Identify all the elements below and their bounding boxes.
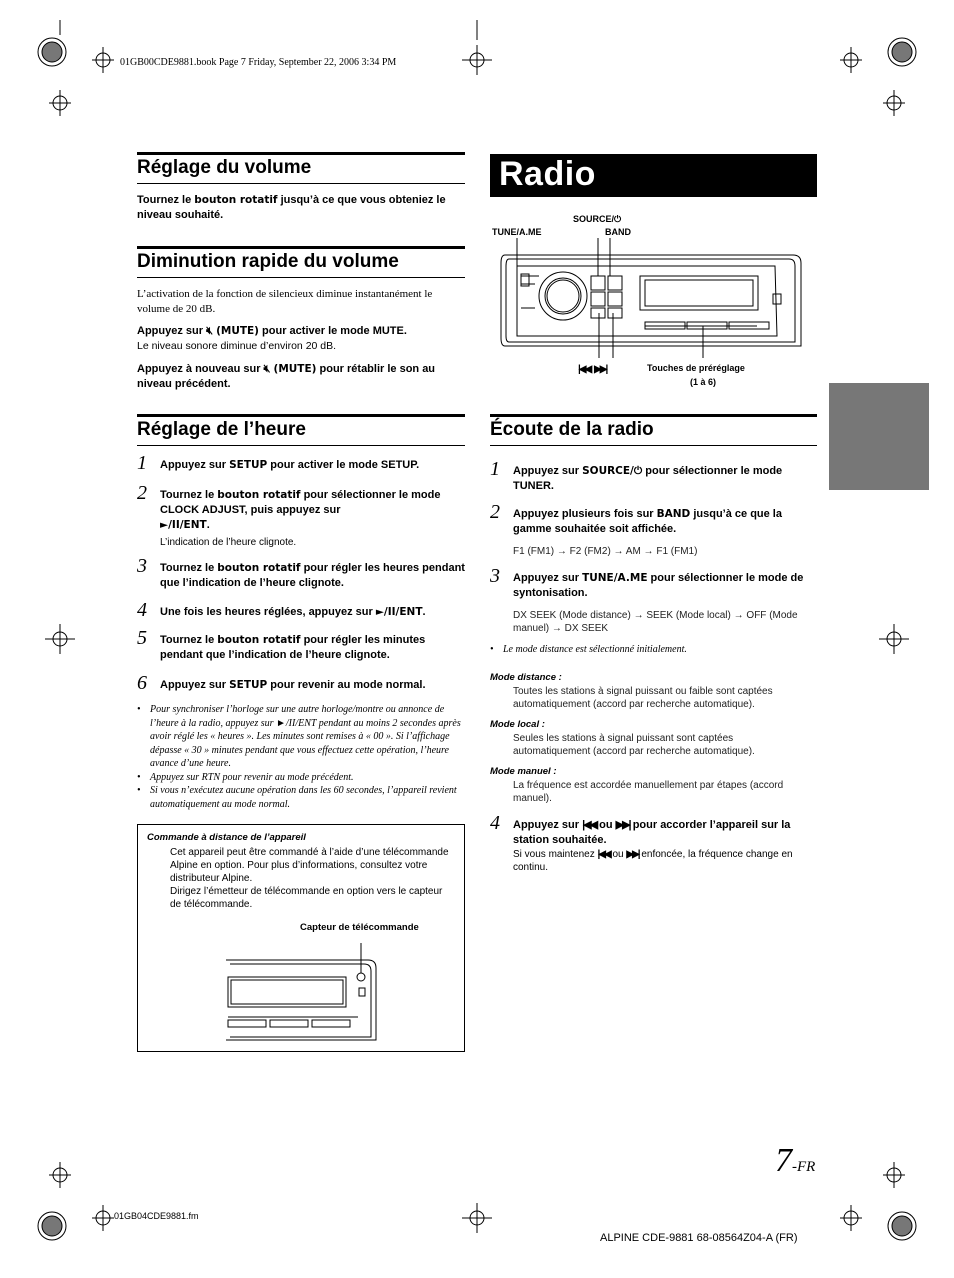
label-presets: Touches de préréglage bbox=[647, 363, 745, 373]
label-source: SOURCE/⏻ bbox=[573, 214, 622, 224]
mode-description: La fréquence est accordée manuellement par étapes (accord manuel). bbox=[513, 780, 784, 804]
seek-back-icon: |◀◀ bbox=[582, 819, 597, 831]
mute-on-instruction: Appuyez sur 🔇︎ (MUTE) pour activer le mode MUTE. bbox=[137, 325, 407, 337]
mute-icon: 🔇︎ bbox=[206, 325, 214, 337]
step-number: 4 bbox=[490, 812, 500, 834]
page-number: 7-FR bbox=[775, 1142, 816, 1179]
footer-model: ALPINE CDE-9881 68-08564Z04-A (FR) bbox=[600, 1232, 798, 1244]
remote-box-text2: Dirigez l’émetteur de télécommande en option vers le capteur de télécommande. bbox=[170, 886, 443, 910]
mode-title: Mode manuel : bbox=[490, 766, 557, 777]
radio-unit-illustration bbox=[495, 238, 815, 363]
label-band: BAND bbox=[605, 227, 631, 237]
seek-back-icon: |◀◀ bbox=[597, 849, 610, 860]
step-number: 3 bbox=[490, 565, 500, 587]
seek-forward-icon: ▶▶| bbox=[626, 849, 639, 860]
clock-step-sub: L’indication de l’heure clignote. bbox=[160, 537, 297, 548]
mute-on-sub: Le niveau sonore diminue d’environ 20 dB. bbox=[137, 340, 337, 352]
step-number: 4 bbox=[137, 599, 147, 621]
remote-box-text1: Cet appareil peut être commandé à l’aide d’une télécommande Alpine en option. Pour plus d’informations, consultez votre distributeur Alpine. bbox=[170, 847, 449, 884]
mode-description: Seules les stations à signal puissant sont captées automatiquement (accord par recherche automatique). bbox=[513, 733, 755, 757]
clock-step-5: Tournez le bouton rotatif pour régler les minutes pendant que l’indication de l’heure clignote. bbox=[160, 634, 426, 661]
clock-notes: • Pour synchroniser l’horloge sur une autre horloge/montre ou annonce de l’heure à la radio, appuyez sur ►/II/ENT pendant au moins 2 secondes après avoir réglé les « heures ». Les minutes sont remises à « 00 ». Si l’affichage dépasse « 30 » minutes pendant que vous effectuez cette opération, l’heure avance d’une heure. • Appuyez sur RTN pour revenir au mode précédent. • Si vous n’exécutez aucune opération dans les 60 secondes, l’appareil revient automatiquement au mode normal. bbox=[137, 704, 461, 810]
seek-back-icon: |◀◀ bbox=[578, 364, 591, 375]
clock-step-6: Appuyez sur SETUP pour revenir au mode normal. bbox=[160, 679, 426, 691]
label-presets-range: (1 à 6) bbox=[690, 377, 717, 387]
mute-icon: 🔇︎ bbox=[263, 363, 271, 375]
step4-instruction: Appuyez sur |◀◀ ou ▶▶| pour accorder l’appareil sur la station souhaitée. bbox=[513, 819, 791, 846]
radio-title-bar bbox=[490, 154, 817, 197]
mode-title: Mode distance : bbox=[490, 672, 562, 683]
distance-note: • Le mode distance est sélectionné initialement. bbox=[490, 644, 687, 655]
radio-title: Radio bbox=[499, 155, 596, 193]
section-title-volume: Réglage du volume bbox=[137, 152, 465, 184]
remote-unit-illustration bbox=[218, 935, 458, 1050]
seek-forward-icon: ▶▶| bbox=[615, 819, 630, 831]
remote-box-title: Commande à distance de l’appareil bbox=[147, 832, 306, 843]
remote-sensor-caption: Capteur de télécommande bbox=[300, 922, 419, 933]
clock-step-2: Tournez le bouton rotatif pour sélectionner le mode CLOCK ADJUST, puis appuyez sur ►/II/ENT. bbox=[160, 489, 441, 531]
radio-step-1: Appuyez sur SOURCE/⏻ pour sélectionner le mode TUNER. bbox=[513, 465, 783, 492]
radio-step-2: Appuyez plusieurs fois sur BAND jusqu’à ce que la gamme souhaitée soit affichée. bbox=[513, 508, 782, 535]
clock-step-3: Tournez le bouton rotatif pour régler les heures pendant que l’indication de l’heure clignote. bbox=[160, 562, 465, 589]
step-number: 2 bbox=[137, 482, 147, 504]
mute-intro: L’activation de la fonction de silencieux diminue instantanément le volume de 20 dB. bbox=[137, 288, 433, 315]
mode-title: Mode local : bbox=[490, 719, 545, 730]
clock-step-4: Une fois les heures réglées, appuyez sur ►/II/ENT. bbox=[160, 606, 426, 618]
mute-off-instruction: Appuyez à nouveau sur 🔇︎ (MUTE) pour rétablir le son au niveau précédent. bbox=[137, 363, 436, 390]
side-tab bbox=[829, 383, 929, 490]
step4-sub: Si vous maintenez |◀◀ ou ▶▶| enfoncée, la fréquence change en continu. bbox=[513, 849, 793, 873]
volume-instruction: Tournez le bouton rotatif jusqu’à ce que vous obteniez le niveau souhaité. bbox=[137, 194, 446, 221]
section-title-mute: Diminution rapide du volume bbox=[137, 246, 465, 278]
radio-step-sub: DX SEEK (Mode distance) → SEEK (Mode local) → OFF (Mode manuel) → DX SEEK bbox=[513, 610, 798, 634]
radio-step-sub: F1 (FM1) → F2 (FM2) → AM → F1 (FM1) bbox=[513, 546, 698, 557]
radio-step-3: Appuyez sur TUNE/A.ME pour sélectionner le mode de syntonisation. bbox=[513, 572, 804, 599]
step-number: 1 bbox=[137, 452, 147, 474]
remote-box bbox=[137, 824, 465, 1052]
step-number: 5 bbox=[137, 627, 147, 649]
clock-step-1: Appuyez sur SETUP pour activer le mode SETUP. bbox=[160, 459, 420, 471]
step-number: 6 bbox=[137, 672, 147, 694]
label-tune: TUNE/A.ME bbox=[492, 227, 542, 237]
step-number: 1 bbox=[490, 458, 500, 480]
mode-description: Toutes les stations à signal puissant ou faible sont captées automatiquement (accord par recherche automatique). bbox=[513, 686, 773, 710]
section-title-listen: Écoute de la radio bbox=[490, 414, 817, 446]
step-number: 3 bbox=[137, 555, 147, 577]
seek-forward-icon: ▶▶| bbox=[594, 364, 607, 375]
file-info: 01GB00CDE9881.book Page 7 Friday, September 22, 2006 3:34 PM bbox=[120, 57, 397, 68]
section-title-clock: Réglage de l’heure bbox=[137, 414, 465, 446]
seek-buttons-label bbox=[578, 364, 606, 375]
step-number: 2 bbox=[490, 501, 500, 523]
footer-file: 01GB04CDE9881.fm bbox=[114, 1211, 199, 1221]
